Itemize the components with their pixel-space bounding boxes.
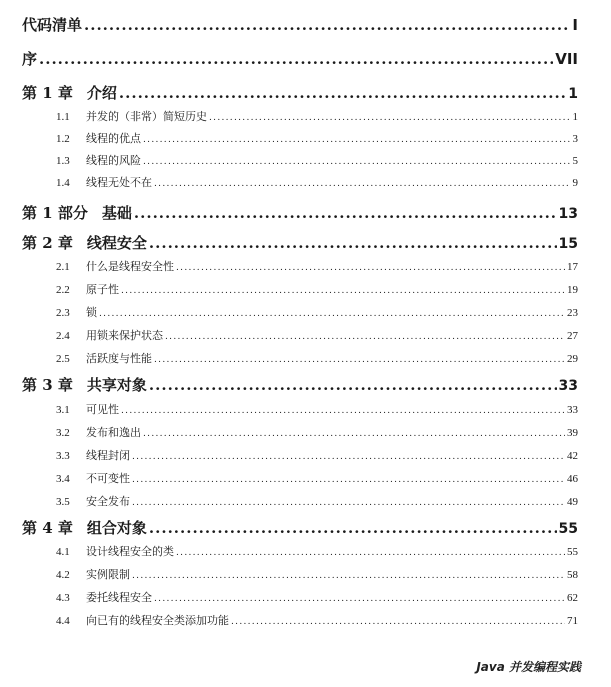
dot-leader — [154, 179, 571, 189]
section-page: 33 — [567, 404, 578, 416]
section-number: 3.3 — [56, 450, 70, 462]
section-title: 锁 — [86, 306, 97, 319]
toc-entry-preface[interactable] — [22, 48, 578, 69]
section-title: 什么是线程安全性 — [86, 260, 174, 273]
toc-entry-page: VII — [555, 50, 578, 68]
dot-leader — [176, 263, 565, 273]
section-title: 不可变性 — [86, 472, 130, 485]
toc-section[interactable] — [56, 424, 578, 440]
section-number: 1.1 — [56, 111, 70, 123]
dot-leader — [149, 519, 557, 537]
chapter-page: 1 — [568, 86, 578, 102]
dot-leader — [143, 157, 571, 167]
toc-chapter-1[interactable] — [22, 82, 578, 103]
dot-leader — [143, 135, 571, 145]
section-page: 1 — [572, 111, 578, 123]
section-number: 4.1 — [56, 546, 70, 558]
section-page: 5 — [572, 155, 578, 167]
section-page: 42 — [567, 450, 578, 462]
section-number: 3.4 — [56, 473, 70, 485]
section-number: 3.2 — [56, 427, 70, 439]
section-title: 用锁来保护状态 — [86, 329, 163, 342]
dot-leader — [132, 452, 565, 462]
chapter-page: 55 — [558, 521, 578, 537]
section-number: 4.2 — [56, 569, 70, 581]
section-number: 2.1 — [56, 261, 70, 273]
dot-leader — [134, 204, 557, 222]
section-title: 安全发布 — [86, 495, 130, 508]
section-page: 17 — [567, 261, 578, 273]
section-title: 发布和逸出 — [86, 426, 141, 439]
section-page: 39 — [567, 427, 578, 439]
section-page: 58 — [567, 569, 578, 581]
toc-section[interactable] — [56, 258, 578, 274]
section-title: 委托线程安全 — [86, 591, 152, 604]
chapter-label: 第 3 章 — [22, 376, 73, 394]
section-page: 27 — [567, 330, 578, 342]
section-title: 实例限制 — [86, 568, 130, 581]
section-number: 2.4 — [56, 330, 70, 342]
section-number: 1.2 — [56, 133, 70, 145]
toc-section[interactable] — [56, 327, 578, 343]
chapter-page: 15 — [558, 236, 578, 252]
chapter-title: 介绍 — [86, 84, 117, 102]
section-title: 可见性 — [86, 403, 119, 416]
chapter-title: 线程安全 — [86, 234, 147, 252]
dot-leader — [132, 571, 565, 581]
section-number: 2.3 — [56, 307, 70, 319]
section-page: 55 — [567, 546, 578, 558]
section-page: 49 — [567, 496, 578, 508]
section-page: 29 — [567, 353, 578, 365]
chapter-title: 共享对象 — [86, 376, 147, 394]
section-title: 线程的优点 — [86, 132, 141, 145]
book-title-footer: Java 并发编程实践 — [476, 660, 581, 674]
section-title: 线程无处不在 — [86, 176, 152, 189]
toc-section[interactable] — [56, 304, 578, 320]
section-page: 46 — [567, 473, 578, 485]
dot-leader — [39, 50, 553, 68]
section-number: 1.4 — [56, 177, 70, 189]
toc-section[interactable] — [56, 281, 578, 297]
section-number: 4.4 — [56, 615, 70, 627]
dot-leader — [121, 406, 565, 416]
toc-section[interactable] — [56, 350, 578, 366]
toc-section[interactable] — [56, 130, 578, 146]
chapter-label: 第 1 章 — [22, 84, 73, 102]
chapter-label: 第 2 章 — [22, 234, 73, 252]
toc-section[interactable] — [56, 543, 578, 559]
toc-section[interactable] — [56, 401, 578, 417]
dot-leader — [231, 617, 565, 627]
dot-leader — [149, 234, 557, 252]
dot-leader — [154, 355, 565, 365]
section-title: 线程封闭 — [86, 449, 130, 462]
toc-section[interactable] — [56, 174, 578, 190]
toc-entry-code-listing[interactable] — [22, 14, 578, 35]
toc-entry-title: 代码清单 — [22, 16, 83, 34]
toc-section[interactable] — [56, 589, 578, 605]
part-page: 13 — [558, 206, 578, 222]
section-number: 2.5 — [56, 353, 70, 365]
part-title: 基础 — [101, 204, 132, 222]
dot-leader — [121, 286, 565, 296]
section-number: 2.2 — [56, 284, 70, 296]
dot-leader — [119, 84, 566, 102]
dot-leader — [84, 16, 570, 34]
section-page: 71 — [567, 615, 578, 627]
section-page: 62 — [567, 592, 578, 604]
dot-leader — [132, 475, 565, 485]
dot-leader — [99, 309, 565, 319]
toc-chapter-4[interactable] — [22, 517, 578, 538]
section-page: 23 — [567, 307, 578, 319]
section-number: 4.3 — [56, 592, 70, 604]
chapter-label: 第 4 章 — [22, 519, 73, 537]
part-label: 第 1 部分 — [22, 204, 88, 222]
dot-leader — [154, 594, 565, 604]
toc-chapter-3[interactable] — [22, 374, 578, 395]
toc-section[interactable] — [56, 152, 578, 168]
section-number: 3.1 — [56, 404, 70, 416]
section-page: 3 — [572, 133, 578, 145]
section-title: 线程的风险 — [86, 154, 141, 167]
dot-leader — [132, 498, 565, 508]
dot-leader — [149, 376, 557, 394]
section-title: 原子性 — [86, 283, 119, 296]
toc-section[interactable] — [56, 470, 578, 486]
section-title: 并发的（非常）简短历史 — [86, 110, 207, 123]
section-title: 设计线程安全的类 — [86, 545, 174, 558]
dot-leader — [143, 429, 565, 439]
toc-section[interactable] — [56, 493, 578, 509]
section-number: 1.3 — [56, 155, 70, 167]
chapter-title: 组合对象 — [86, 519, 147, 537]
dot-leader — [176, 548, 565, 558]
toc-part-1[interactable] — [22, 202, 578, 223]
dot-leader — [209, 113, 571, 123]
toc-section[interactable] — [56, 612, 578, 628]
toc-section[interactable] — [56, 108, 578, 124]
section-page: 19 — [567, 284, 578, 296]
section-page: 9 — [572, 177, 578, 189]
toc-section[interactable] — [56, 566, 578, 582]
toc-chapter-2[interactable] — [22, 232, 578, 253]
section-title: 活跃度与性能 — [86, 352, 152, 365]
dot-leader — [165, 332, 565, 342]
section-title: 向已有的线程安全类添加功能 — [86, 614, 229, 627]
toc-section[interactable] — [56, 447, 578, 463]
toc-entry-title: 序 — [22, 50, 38, 68]
chapter-page: 33 — [558, 378, 578, 394]
toc-entry-page: I — [572, 16, 578, 34]
section-number: 3.5 — [56, 496, 70, 508]
